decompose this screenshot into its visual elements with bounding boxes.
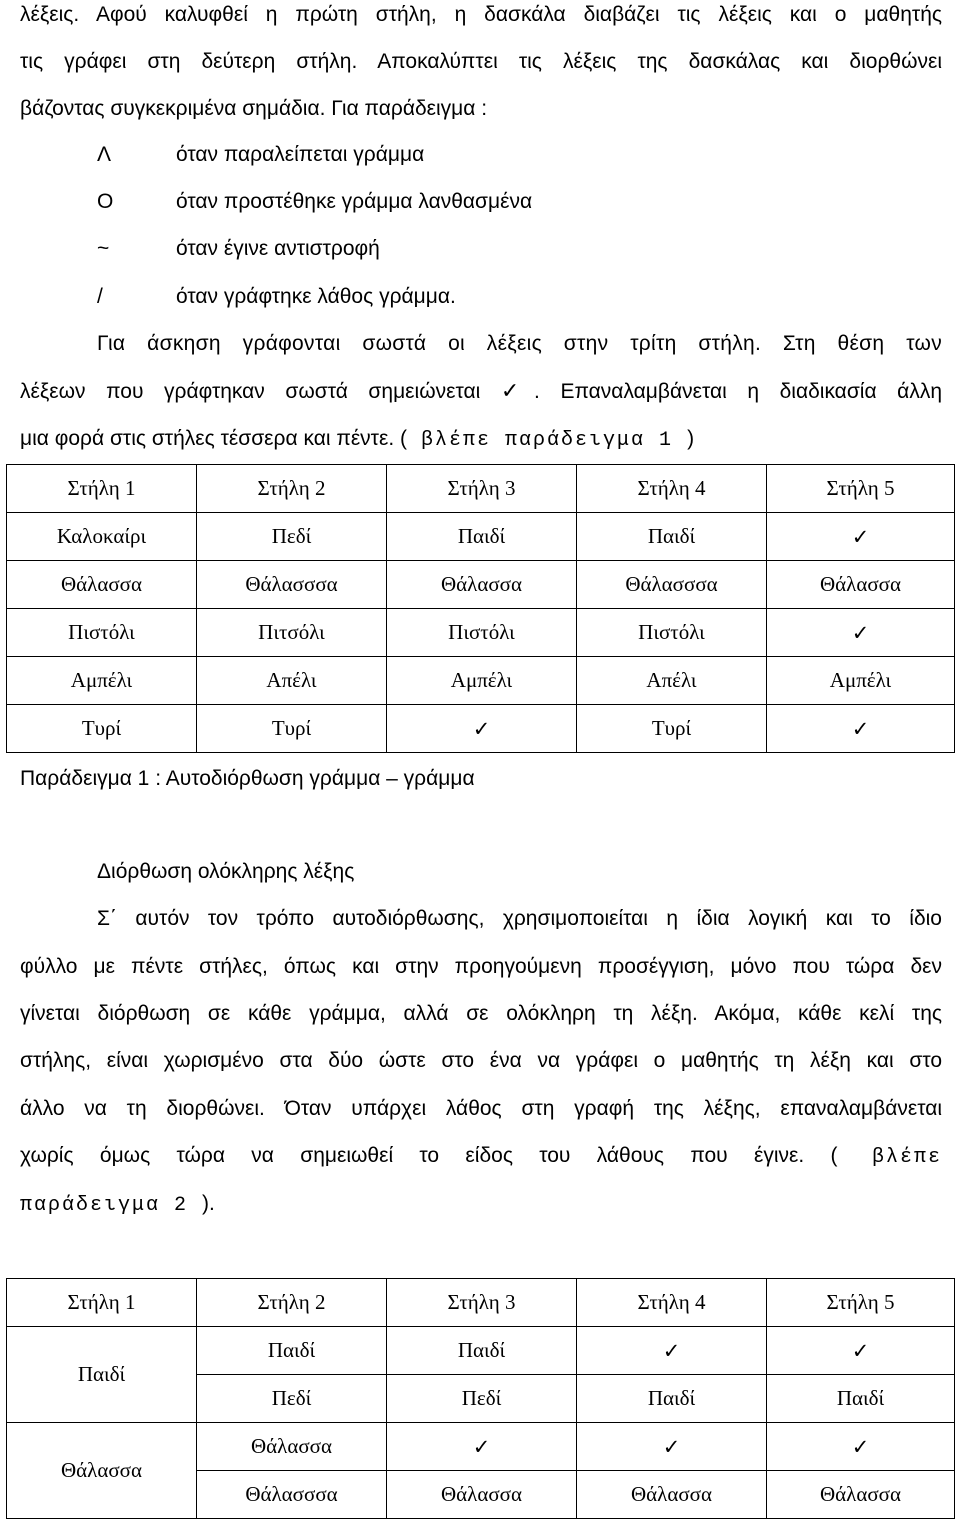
checkmark-icon: ✓ xyxy=(767,1327,955,1375)
column-header: Στήλη 2 xyxy=(197,465,387,513)
exercise-line-3-text: μια φορά στις στήλες τέσσερα και πέντε. ( xyxy=(20,427,408,450)
table-cell: Τυρί xyxy=(197,705,387,753)
body-line-7 xyxy=(20,1191,942,1219)
checkmark-icon: ✓ xyxy=(387,705,577,753)
body-line-6 xyxy=(20,1143,942,1171)
body-line-3: γίνεται διόρθωση σε κάθε γράμμα, αλλά σε ολόκληρη τη λέξη. Ακόμα, κάθε κελί της xyxy=(20,1002,942,1025)
table-cell: Τυρί xyxy=(577,705,767,753)
checkmark-icon: ✓ xyxy=(577,1327,767,1375)
checkmark-icon: ✓ xyxy=(767,1423,955,1471)
checkmark-icon: ✓ xyxy=(767,705,955,753)
symbol-wrong-letter: / xyxy=(97,285,103,308)
table-cell: Παιδί xyxy=(577,1375,767,1423)
table-cell: Θάλασσσα xyxy=(197,1471,387,1519)
table-cell: Παιδί xyxy=(387,513,577,561)
table-cell: Παιδί xyxy=(197,1327,387,1375)
table-cell: Θάλασσα xyxy=(387,1471,577,1519)
checkmark-icon: ✓ xyxy=(767,609,955,657)
table-cell: Θάλασσα xyxy=(387,561,577,609)
table-cell: Θάλασσα xyxy=(767,561,955,609)
table-row xyxy=(7,1327,955,1375)
table-cell: Πιστόλι xyxy=(387,609,577,657)
original-word-cell: Θάλασσα xyxy=(7,1423,197,1519)
section-title: Διόρθωση ολόκληρης λέξης xyxy=(97,860,355,883)
table-row xyxy=(7,1423,955,1471)
column-header: Στήλη 3 xyxy=(387,465,577,513)
table-row xyxy=(7,657,955,705)
table-cell: Πεδί xyxy=(197,1375,387,1423)
column-header: Στήλη 1 xyxy=(7,1279,197,1327)
example-2-reference-start: βλέπε xyxy=(837,1146,943,1169)
body-line-4: στήλης, είναι χωρισμένο στα δύο ώστε στο ένα να γράφει ο μαθητής τη λέξη και στο xyxy=(20,1049,942,1072)
table-cell: Πιστόλι xyxy=(7,609,197,657)
table-cell: Παιδί xyxy=(387,1327,577,1375)
table-cell: Αμπέλι xyxy=(7,657,197,705)
example-2-reference-end: παράδειγμα 2 xyxy=(20,1194,203,1217)
exercise-line-2-end: . Επαναλαμβάνεται η διαδικασία άλλη xyxy=(534,380,942,403)
table-cell: Αμπέλι xyxy=(767,657,955,705)
column-header: Στήλη 1 xyxy=(7,465,197,513)
exercise-line-2-text: λέξεων που γράφτηκαν σωστά σημειώνεται xyxy=(20,380,481,403)
intro-line-3: βάζοντας συγκεκριμένα σημάδια. Για παράδειγμα : xyxy=(20,97,488,120)
table-cell: Θάλασσα xyxy=(577,1471,767,1519)
table-cell: Πεδί xyxy=(197,513,387,561)
checkmark-icon: ✓ xyxy=(577,1423,767,1471)
table-cell: Απέλι xyxy=(577,657,767,705)
table-cell: Αμπέλι xyxy=(387,657,577,705)
exercise-line-1: Για άσκηση γράφονται σωστά οι λέξεις στην τρίτη στήλη. Στη θέση των xyxy=(97,332,942,355)
body-line-7-end: ). xyxy=(202,1192,215,1215)
table-cell: Τυρί xyxy=(7,705,197,753)
example-1-table xyxy=(6,464,955,753)
body-line-2: φύλλο με πέντε στήλες, όπως και στην προηγούμενη προσέγγιση, μόνο που τώρα δεν xyxy=(20,955,942,978)
table-cell: Θάλασσα xyxy=(197,1423,387,1471)
intro-line-1: λέξεις. Αφού καλυφθεί η πρώτη στήλη, η δασκάλα διαβάζει τις λέξεις και ο μαθητής xyxy=(20,3,942,26)
table-cell: Θάλασσσα xyxy=(577,561,767,609)
table-cell: Καλοκαίρι xyxy=(7,513,197,561)
symbol-omission-meaning: όταν παραλείπεται γράμμα xyxy=(176,143,425,166)
table-header-row xyxy=(7,465,955,513)
table-cell: Απέλι xyxy=(197,657,387,705)
checkmark-icon: ✓ xyxy=(500,378,535,403)
column-header: Στήλη 5 xyxy=(767,1279,955,1327)
body-line-5: άλλο να τη διορθώνει. Όταν υπάρχει λάθος στη γραφή της λέξης, επαναλαμβάνεται xyxy=(20,1097,942,1120)
checkmark-icon: ✓ xyxy=(767,513,955,561)
symbol-omission: Λ xyxy=(97,143,112,166)
table-cell: Θάλασσα xyxy=(767,1471,955,1519)
symbol-addition-meaning: όταν προστέθηκε γράμμα λανθασμένα xyxy=(176,190,533,213)
body-line-6-text: χωρίς όμως τώρα να σημειωθεί το είδος του λάθους που έγινε. ( xyxy=(20,1144,838,1167)
table-row xyxy=(7,513,955,561)
intro-line-2: τις γράφει στη δεύτερη στήλη. Αποκαλύπτει τις λέξεις της δασκάλας και διορθώνει xyxy=(20,50,942,73)
exercise-line-3-end: ) xyxy=(687,427,695,450)
table-cell: Παιδί xyxy=(767,1375,955,1423)
column-header: Στήλη 3 xyxy=(387,1279,577,1327)
symbol-inversion: ~ xyxy=(97,237,110,260)
column-header: Στήλη 2 xyxy=(197,1279,387,1327)
example-1-reference: βλέπε παράδειγμα 1 xyxy=(407,429,688,452)
example-1-caption: Παράδειγμα 1 : Αυτοδιόρθωση γράμμα – γράμμα xyxy=(20,767,475,790)
column-header: Στήλη 4 xyxy=(577,465,767,513)
exercise-line-3 xyxy=(20,426,942,454)
symbol-wrong-letter-meaning: όταν γράφτηκε λάθος γράμμα. xyxy=(176,285,456,308)
table-cell: Πιστόλι xyxy=(577,609,767,657)
body-line-1-text: Σ΄ αυτόν τον τρόπο αυτοδιόρθωσης, χρησιμοποιείται η ίδια λογική και το ίδιο xyxy=(97,907,942,930)
table-cell: Παιδί xyxy=(577,513,767,561)
table-cell: Θάλασσα xyxy=(7,561,197,609)
table-header-row xyxy=(7,1279,955,1327)
table-row xyxy=(7,609,955,657)
table-row xyxy=(7,561,955,609)
table-cell: Πεδί xyxy=(387,1375,577,1423)
table-row xyxy=(7,705,955,753)
example-2-table xyxy=(6,1278,955,1519)
exercise-line-2 xyxy=(20,378,942,405)
body-line-1 xyxy=(20,906,942,932)
symbol-inversion-meaning: όταν έγινε αντιστροφή xyxy=(176,237,380,260)
symbol-addition: Ο xyxy=(97,190,114,213)
table-cell: Θάλασσσα xyxy=(197,561,387,609)
column-header: Στήλη 4 xyxy=(577,1279,767,1327)
table-cell: Πιτσόλι xyxy=(197,609,387,657)
checkmark-icon: ✓ xyxy=(387,1423,577,1471)
column-header: Στήλη 5 xyxy=(767,465,955,513)
original-word-cell: Παιδί xyxy=(7,1327,197,1423)
